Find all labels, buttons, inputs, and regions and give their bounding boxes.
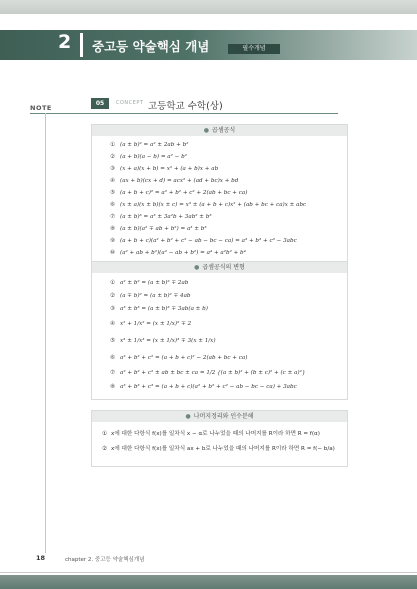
bullet-icon: ● [203,127,210,134]
box-heading-text: 나머지정리와 인수분해 [193,413,254,420]
section-title: 고등학교 수학(상) [148,101,223,112]
bottom-rule [0,572,417,573]
box-heading-text: 곱셈공식의 변형 [202,264,245,271]
formula-row: ④ (ax + b)(cx + d) = acx² + (ad + bc)x + bd [110,178,239,184]
formula-row: ⑨ (a + b + c)(a² + b² + c² − ab − bc − ca) = a³ + b³ + c³ − 3abc [110,238,297,244]
section-number: 05 [91,98,109,109]
formula-row: ③ a³ ± b³ = (a ± b)³ ∓ 3ab(a ± b) [110,306,208,312]
multiplication-formulas-box [91,124,348,262]
formula-row: ⑥ a² + b² + c² = (a + b + c)² − 2(ab + bc + ca) [110,355,248,361]
formula-row: ④ x² + 1/x² = (x ± 1/x)² ∓ 2 [110,321,192,327]
page-number: 18 [36,554,46,562]
note-rule [30,113,78,114]
formula-row: ⑦ a² + b² + c² ± ab ± bc ± ca = 1/2 {(a ± b)² + (b ± c)² + (c ± a)²} [110,370,306,376]
formula-variations-box [91,261,348,400]
formula-row: ⑩ (a² + ab + b²)(a² − ab + b²) = a⁴ + a²b² + b⁴ [110,250,246,256]
top-band [0,0,417,14]
formula-row: ③ (x + a)(x + b) = x² + (a + b)x + ab [110,166,219,172]
formula-row: ⑦ (a ± b)³ = a³ ± 3a²b + 3ab² ± b³ [110,214,212,220]
footer-text: chapter 2. 중고등 약술핵심개념 [65,557,145,563]
concept-label: CONCEPT [116,100,144,106]
formula-row: ② (a ∓ b)² = (a ± b)² ∓ 4ab [110,293,191,299]
chapter-title: 중고등 약술핵심 개념 [92,39,210,54]
box-heading [92,411,347,422]
box-heading [92,125,347,136]
formula-row: ⑤ x³ ± 1/x³ = (x ± 1/x)³ ∓ 3(x ± 1/x) [110,338,216,344]
bullet-icon: ● [185,413,191,420]
chapter-badge: 필수개념 [228,44,280,54]
chapter-divider [80,33,83,57]
box-heading-text: 곱셈공식 [212,127,236,134]
remainder-theorem-box [91,410,348,467]
formula-row: ⑧ (a ± b)(a² ∓ ab + b²) = a³ ± b³ [110,226,207,232]
formula-row: ⑤ (a + b + c)² = a² + b² + c² + 2(ab + bc + ca) [110,190,248,196]
theorem-row: ② x에 대한 다항식 f(x)를 일차식 ax + b로 나누었을 때의 나머지를 R이라 하면 R = f(− b/a) [102,446,335,452]
chapter-number: 2 [58,31,72,53]
formula-row: ② (a + b)(a − b) = a² − b² [110,154,187,160]
note-margin-line [45,113,46,553]
formula-row: ⑧ a³ + b³ + c³ = (a + b + c)(a² + b² + c² − ab − bc − ca) + 3abc [110,384,297,390]
note-label: NOTE [30,104,52,112]
box-heading [92,262,347,273]
formula-row: ⑥ (x ± a)(x ± b)(x ± c) = x³ ± (a + b + c)x² + (ab + bc + ca)x ± abc [110,202,307,208]
bottom-band [0,575,417,589]
theorem-row: ① x에 대한 다항식 f(x)를 일차식 x − α로 나누었을 때의 나머지를 R이라 하면 R = f(α) [102,431,320,437]
section-rule [78,113,338,114]
formula-row: ① a² ± b² = (a ± b)² ∓ 2ab [110,280,189,286]
formula-row: ① (a ± b)² = a² ± 2ab + b² [110,142,189,148]
bullet-icon: ● [194,264,200,271]
